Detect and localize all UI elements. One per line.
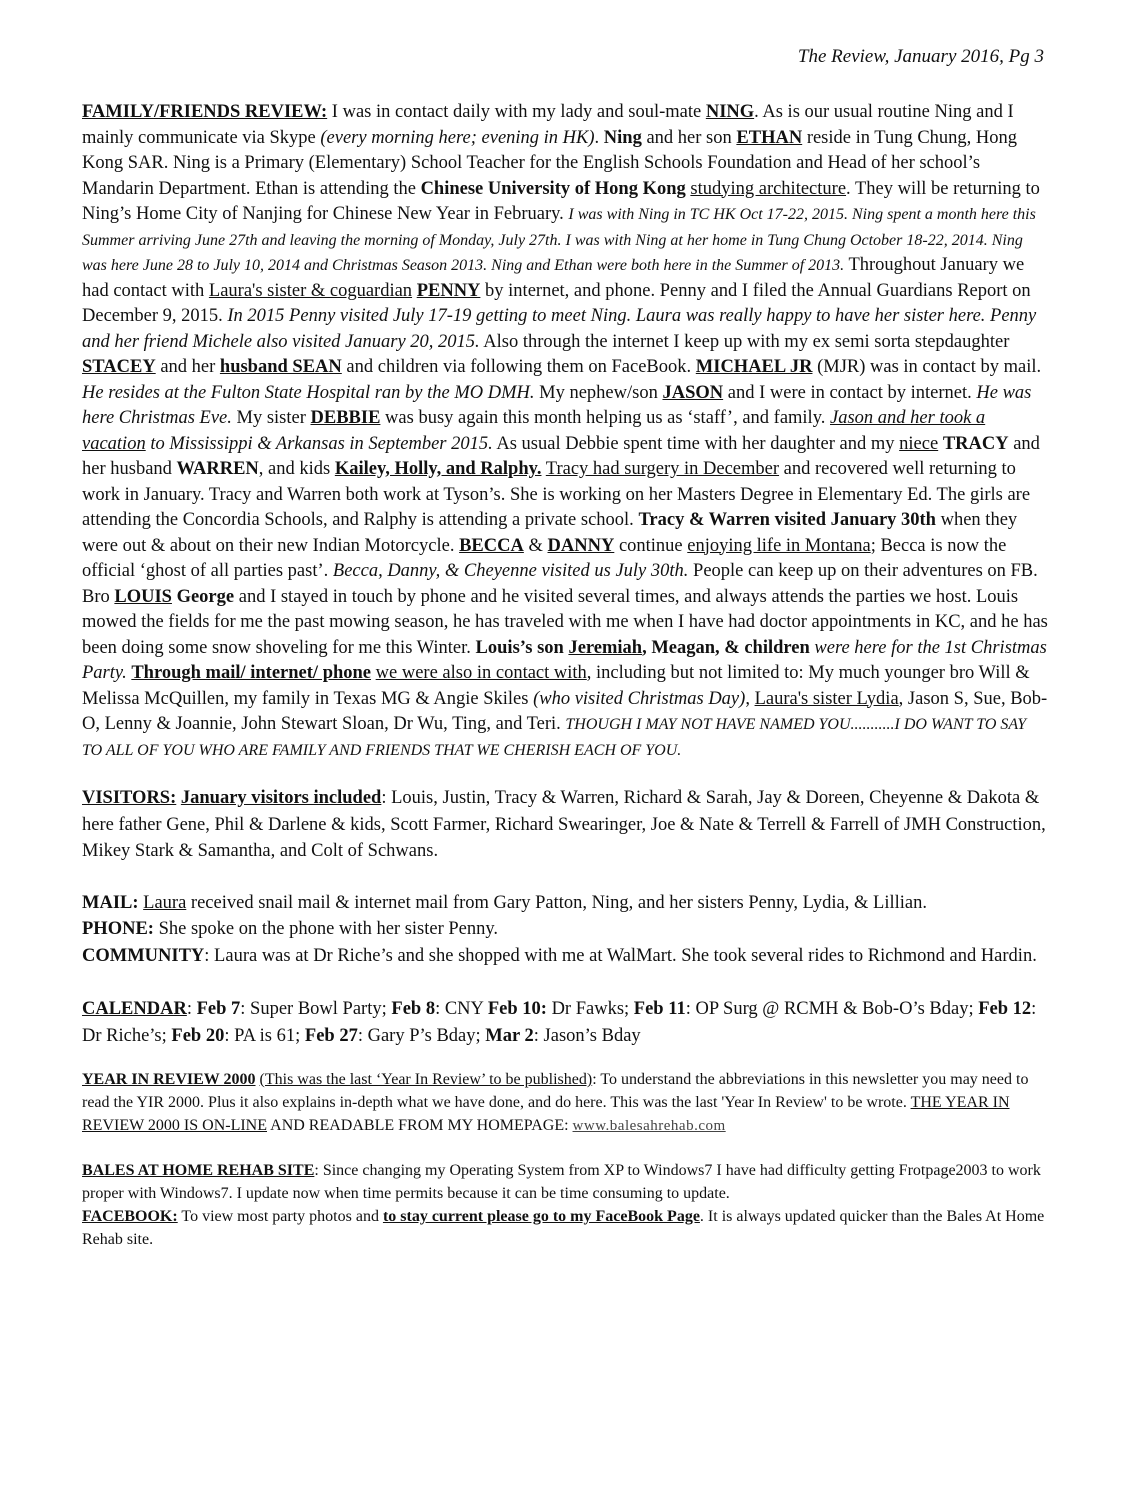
calendar-text-run: Mar 2 xyxy=(485,1025,534,1046)
calendar-text-run: Feb 11 xyxy=(633,999,686,1019)
visitors-text-run: : Louis, Justin, Tracy & Warren, Richard & Sarah, Jay & Doreen, Cheyenne & Dakota & here father Gene, Phil & Darlene & kids, Scott Farmer, Richard Swearinger, Joe & Nate & Terrell & Farrell of JMH Construction, Mikey Stark & Samantha, and Colt of Schwans. xyxy=(82,788,1046,861)
family-text-run: & xyxy=(523,535,548,556)
calendar-text-run: Feb 7 xyxy=(196,999,241,1019)
yir-text-run: www.balesahrehab.com xyxy=(572,1118,726,1134)
family-text-run: reside in Tung Chung, Hong Kong SAR. Ning is a Primary (Elementary) School Teacher for the English Schools Foundation and Head of her school’s Mandarin Department. Ethan is attending the xyxy=(82,127,1018,199)
yir-text-run: AND READABLE FROM MY HOMEPAGE: xyxy=(267,1117,573,1134)
family-text-run: (MJR) was in contact by mail. xyxy=(812,357,1042,377)
family-text-run: husband SEAN xyxy=(219,357,342,377)
family-text-run: . As is our usual routine Ning and I mainly communicate via Skype xyxy=(82,102,1014,148)
family-text-run: WARREN xyxy=(176,459,259,479)
facebook-text-run: to stay current please go to my FaceBook Page xyxy=(382,1208,700,1225)
family-text-run: Chinese University of Hong Kong xyxy=(420,178,686,199)
family-text-run: My sister xyxy=(231,408,311,428)
calendar-text-run: : Dr Riche’s; xyxy=(82,999,1037,1046)
family-text-run: Louis’s son xyxy=(475,637,564,658)
family-text-run: and her husband xyxy=(82,433,1040,479)
family-text-run: . They will be returning to Ning’s Home City of Nanjing for Chinese New Year in February. xyxy=(82,178,1040,224)
page-header: The Review, January 2016, Pg 3 xyxy=(797,46,1044,67)
family-text-run: I was with Ning in TC HK Oct 17-22, 2015. Ning spent a month here this Summer arriving June 27th and leaving the morning of Monday, July 27th. I was with Ning at her home in Tung Chung October 18-22, 2014. Ning was here June 28 to July 10, 2014 and Christmas Season 2013. Ning and Ethan were both here in the Summer of 2013. xyxy=(82,206,1036,274)
family-text-run: DEBBIE xyxy=(310,408,381,428)
family-text-run: Laura's sister & coguardian xyxy=(208,280,413,301)
family-text-run: (who visited Christmas Day) xyxy=(533,688,746,709)
family-text-run: we were also in contact with xyxy=(375,663,587,683)
facebook-section xyxy=(82,1205,1048,1251)
family-text-run: DANNY xyxy=(547,535,615,556)
family-text-run: Through mail/ internet/ phone xyxy=(131,663,372,683)
family-text-run: NING xyxy=(705,102,755,122)
family-text-run: PENNY xyxy=(416,280,481,301)
family-text-run: Tracy had surgery in December xyxy=(545,459,780,479)
family-text-run: , including but not limited to: My much younger bro Will & Melissa McQuillen, my family in Texas MG & Angie Skiles xyxy=(82,663,1030,709)
calendar-text-run: Feb 27 xyxy=(304,1025,358,1046)
family-text-run: and I stayed in touch by phone and he visited several times, and always attends the parties we host. Louis mowed the fields for me the past mowing season, he has traveled with me when I have had doctor appointments in KC, and he has been doing some snow shoveling for me this Winter. xyxy=(82,586,1048,658)
family-text-run: enjoying life in Montana xyxy=(687,535,871,556)
family-text-run: and I were in contact by internet. xyxy=(723,382,977,403)
family-text-run: , Jason S, Sue, Bob-O, Lenny & Joannie, John Stewart Sloan, Dr Wu, Ting, and Teri. xyxy=(82,688,1048,734)
facebook-text-run: . It is always updated quicker than the Bales At Home Rehab site. xyxy=(82,1208,1045,1248)
facebook-text-run: FACEBOOK: xyxy=(82,1208,178,1225)
calendar-text-run: Feb 8 xyxy=(391,999,436,1019)
calendar-text-run: : Super Bowl Party; xyxy=(240,999,392,1019)
family-text-run: JASON xyxy=(662,382,724,403)
family-text-run: As usual Debbie spent time with her daughter and my xyxy=(492,433,900,454)
family-text-run: , xyxy=(745,688,755,709)
family-text-run: was busy again this month helping us as ‘staff’, and family. xyxy=(380,408,830,428)
calendar-text-run: Feb 12 xyxy=(978,999,1032,1019)
family-text-run: when they were out & about on their new Indian Motorcycle. xyxy=(82,510,1018,556)
calendar-text-run: : xyxy=(186,999,197,1019)
family-text-run: Ning xyxy=(603,127,642,148)
family-text-run: BECCA xyxy=(459,535,524,556)
family-text-run: Jeremiah xyxy=(568,637,643,658)
family-text-run: and recovered well returning to work in January. Tracy and Warren both work at Tyson’s. She is working on her Masters Degree in Elementary Ed. The girls are attending the Concordia Schools, and Ralphy is attending a private school. xyxy=(82,459,1031,530)
family-text-run: STACEY xyxy=(82,357,156,377)
family-text-run: Becca, Danny, & Cheyenne visited us July 30th. xyxy=(332,561,689,581)
calendar-section xyxy=(82,996,1048,1049)
community-text-run: : Laura was at Dr Riche’s and she shopped with me at WalMart. She took several rides to Richmond and Hardin. xyxy=(204,945,1037,966)
visitors-text-run: VISITORS: xyxy=(82,788,177,808)
page-content xyxy=(82,100,1048,1251)
yir-text-run: YEAR IN REVIEW 2000 xyxy=(82,1071,256,1088)
family-text-run: , and kids xyxy=(258,459,335,479)
family-text-run: niece xyxy=(899,433,939,454)
phone-text-run: PHONE: xyxy=(82,919,154,939)
family-text-run: I was in contact daily with my lady and soul-mate xyxy=(327,102,706,122)
family-text-run: Also through the internet I keep up with my ex semi sorta stepdaughter xyxy=(479,331,1010,352)
family-text-run: George xyxy=(176,586,235,607)
family-text-run: He resides at the Fulton State Hospital ran by the MO DMH. xyxy=(82,382,535,403)
bales-text-run: : Since changing my Operating System from XP to Windows7 I have had difficulty getting Frotpage2003 to work proper with Windows7. I update now when time permits because it can be time consuming to update. xyxy=(82,1162,1041,1202)
yir-text-run: : To understand the abbreviations in this newsletter you may need to read the YIR 2000. Plus it also explains in-depth what we have done, and do here. This was the last 'Year In Review' to be wrote. xyxy=(82,1071,1029,1111)
family-text-run: Jason and her took a vacation xyxy=(82,408,986,454)
family-text-run: , Meagan, & children xyxy=(642,637,810,658)
phone-section xyxy=(82,916,1048,943)
year-in-review-section xyxy=(82,1068,1048,1138)
family-text-run: ; Becca is now the official ‘ghost of all parties past’. xyxy=(82,535,1007,581)
calendar-text-run: Feb 20 xyxy=(171,1025,225,1046)
calendar-text-run: : PA is 61; xyxy=(224,1025,305,1046)
calendar-text-run: : Jason’s Bday xyxy=(533,1025,641,1046)
family-text-run: Kailey, Holly, and Ralphy. xyxy=(334,459,542,479)
family-text-run: THOUGH I MAY NOT HAVE NAMED YOU...........I DO WANT TO SAY TO ALL OF YOU WHO ARE FAMILY AND FRIENDS THAT WE CHERISH EACH OF YOU. xyxy=(82,716,1027,759)
family-text-run: FAMILY/FRIENDS REVIEW: xyxy=(82,102,328,122)
family-text-run: People can keep up on their adventures on FB. Bro xyxy=(82,561,1038,607)
phone-text-run: She spoke on the phone with her sister Penny. xyxy=(153,919,499,939)
calendar-text-run: Dr Fawks; xyxy=(546,999,634,1019)
mail-text-run: Laura xyxy=(143,892,187,913)
family-text-run: In 2015 Penny visited July 17-19 getting to meet Ning. Laura was really happy to have her sister here. Penny and her friend Michele also visited January 20, 2015. xyxy=(82,306,1037,352)
family-text-run: MICHAEL JR xyxy=(695,357,813,377)
visitors-section xyxy=(82,785,1048,865)
mail-text-run: received snail mail & internet mail from Gary Patton, Ning, and her sisters Penny, Lydia, & Lillian. xyxy=(186,892,927,913)
family-text-run: studying architecture xyxy=(690,178,847,199)
family-friends-review xyxy=(82,100,1048,763)
yir-text-run: (This was the last ‘Year In Review’ to be published) xyxy=(259,1071,593,1088)
family-text-run: ETHAN xyxy=(736,127,803,148)
calendar-text-run: : OP Surg @ RCMH & Bob-O’s Bday; xyxy=(685,999,979,1019)
family-text-run: and her son xyxy=(641,127,737,148)
calendar-text-run: : CNY xyxy=(435,999,488,1019)
family-text-run: (every morning here; evening in HK) xyxy=(320,127,595,148)
family-text-run: Throughout January we had contact with xyxy=(82,255,1025,301)
yir-text-run: THE YEAR IN REVIEW 2000 IS ON-LINE xyxy=(82,1094,1010,1134)
family-text-run: to Mississippi & Arkansas in September 2015. xyxy=(145,433,493,454)
community-section xyxy=(82,943,1048,970)
family-text-run: He was here Christmas Eve. xyxy=(82,382,1032,428)
bales-rehab-site-section xyxy=(82,1159,1048,1205)
family-text-run: were here for the 1st Christmas Party. xyxy=(82,637,1047,683)
bales-text-run: BALES AT HOME REHAB SITE xyxy=(82,1162,315,1179)
mail-text-run: MAIL: xyxy=(82,892,139,913)
family-text-run: LOUIS xyxy=(114,586,172,607)
family-text-run: . xyxy=(594,127,604,148)
family-text-run: Tracy & Warren visited January 30th xyxy=(638,510,936,530)
visitors-text-run: January visitors included xyxy=(180,788,382,808)
community-text-run: COMMUNITY xyxy=(82,945,205,966)
calendar-text-run: CALENDAR xyxy=(82,999,187,1019)
family-text-run: TRACY xyxy=(942,433,1009,454)
mail-section xyxy=(82,890,1048,917)
family-text-run: and children via following them on FaceBook. xyxy=(341,357,696,377)
calendar-text-run: Feb 10: xyxy=(487,999,547,1019)
calendar-text-run: : Gary P’s Bday; xyxy=(357,1025,486,1046)
family-text-run: continue xyxy=(614,535,688,556)
family-text-run: Laura's sister Lydia xyxy=(754,688,899,709)
family-text-run: by internet, and phone. Penny and I filed the Annual Guardians Report on December 9, 2015. xyxy=(82,280,1031,326)
facebook-text-run: To view most party photos and xyxy=(177,1208,383,1225)
family-text-run: and her xyxy=(155,357,220,377)
family-text-run: My nephew/son xyxy=(534,382,663,403)
